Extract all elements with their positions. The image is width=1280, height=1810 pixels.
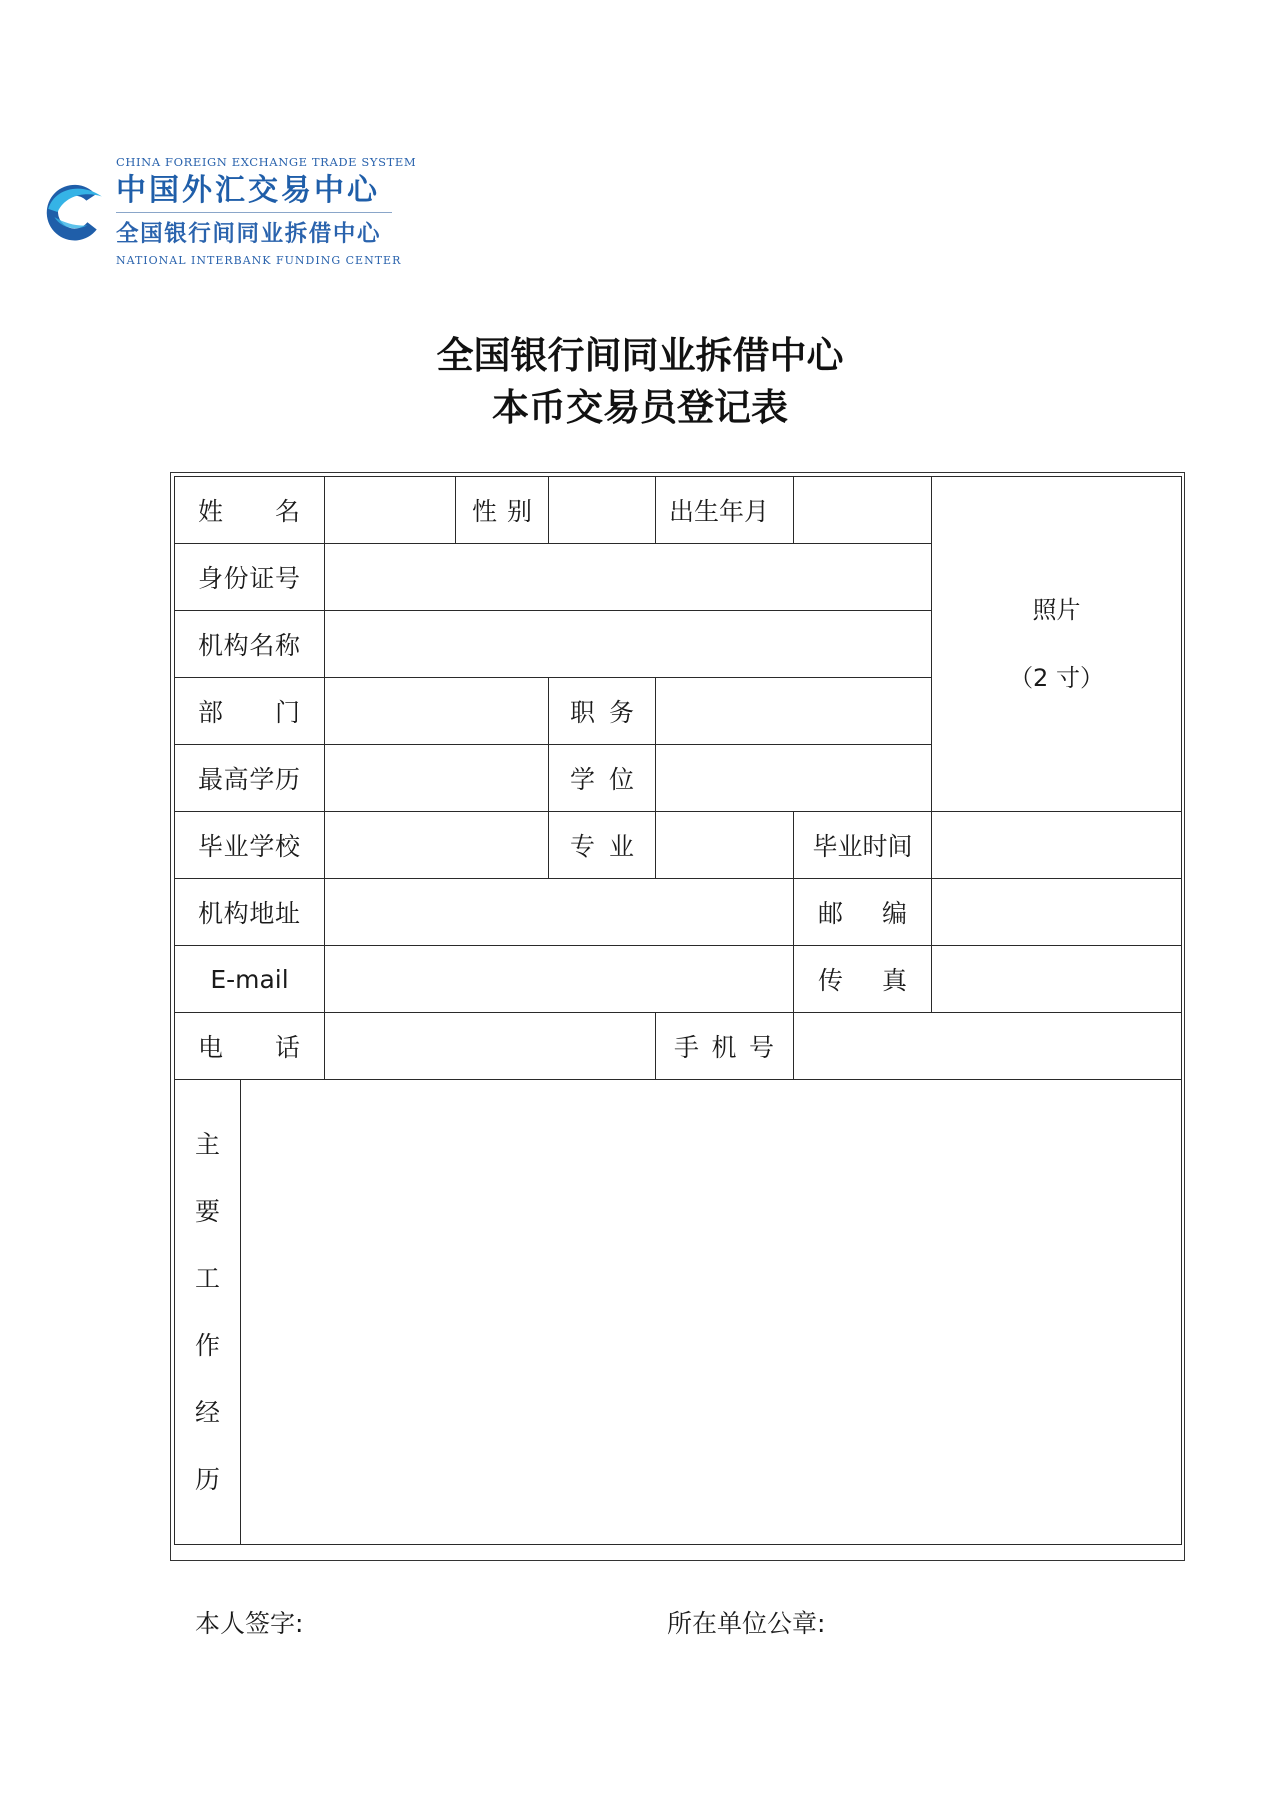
- major-field[interactable]: [656, 812, 794, 879]
- registration-form-table: [174, 476, 1182, 1545]
- department-label: 部 门: [175, 678, 325, 745]
- form-row: [175, 946, 1182, 1013]
- major-label: 专 业: [549, 812, 656, 879]
- department-field[interactable]: [325, 678, 549, 745]
- logo-divider: [116, 212, 392, 213]
- logo-english-top: CHINA FOREIGN EXCHANGE TRADE SYSTEM: [116, 155, 417, 169]
- degree-field[interactable]: [656, 745, 932, 812]
- address-field[interactable]: [325, 879, 794, 946]
- graduation-time-field[interactable]: [932, 812, 1182, 879]
- cfets-logo-icon: [40, 178, 106, 246]
- logo-english-bottom: NATIONAL INTERBANK FUNDING CENTER: [116, 254, 402, 267]
- email-field[interactable]: [325, 946, 794, 1013]
- organization-field[interactable]: [325, 611, 932, 678]
- mobile-field[interactable]: [794, 1013, 1182, 1080]
- id-number-field[interactable]: [325, 544, 932, 611]
- education-label: 最高学历: [175, 745, 325, 812]
- page-title-line1: 全国银行间同业拆借中心: [436, 334, 844, 377]
- form-row: [175, 1013, 1182, 1080]
- phone-label: 电 话: [175, 1013, 325, 1080]
- postcode-label: 邮 编: [794, 879, 932, 946]
- form-row: [175, 1080, 1182, 1545]
- school-field[interactable]: [325, 812, 549, 879]
- name-field[interactable]: [325, 477, 456, 544]
- company-seal-label: 所在单位公章:: [667, 1609, 826, 1638]
- logo-chinese-main: 中国外汇交易中心: [116, 173, 380, 208]
- graduation-time-label: 毕业时间: [794, 812, 932, 879]
- signature-label: 本人签字:: [195, 1609, 304, 1638]
- page-title-line2: 本币交易员登记表: [492, 386, 788, 429]
- work-experience-label: 主要工作经历: [194, 1130, 220, 1494]
- fax-field[interactable]: [932, 946, 1182, 1013]
- work-experience-field[interactable]: [241, 1080, 1182, 1545]
- id-number-label: 身份证号: [175, 544, 325, 611]
- phone-field[interactable]: [325, 1013, 656, 1080]
- form-row: [175, 477, 1182, 544]
- position-field[interactable]: [656, 678, 932, 745]
- degree-label: 学 位: [549, 745, 656, 812]
- mobile-label: 手 机 号: [656, 1013, 794, 1080]
- work-experience-label-cell: [175, 1080, 241, 1545]
- gender-label: 性 别: [456, 477, 549, 544]
- logo-chinese-sub: 全国银行间同业拆借中心: [116, 221, 382, 247]
- postcode-field[interactable]: [932, 879, 1182, 946]
- organization-label: 机构名称: [175, 611, 325, 678]
- form-row: [175, 879, 1182, 946]
- fax-label: 传 真: [794, 946, 932, 1013]
- photo-size-label: （2 寸）: [1009, 664, 1104, 692]
- education-field[interactable]: [325, 745, 549, 812]
- form-row: [175, 812, 1182, 879]
- photo-box[interactable]: [932, 477, 1182, 812]
- gender-field[interactable]: [549, 477, 656, 544]
- birth-date-field[interactable]: [794, 477, 932, 544]
- address-label: 机构地址: [175, 879, 325, 946]
- birth-date-label: 出生年月: [656, 477, 794, 544]
- email-label: E-mail: [175, 946, 325, 1013]
- name-label: 姓 名: [175, 477, 325, 544]
- school-label: 毕业学校: [175, 812, 325, 879]
- position-label: 职 务: [549, 678, 656, 745]
- photo-label: 照片: [1032, 596, 1081, 624]
